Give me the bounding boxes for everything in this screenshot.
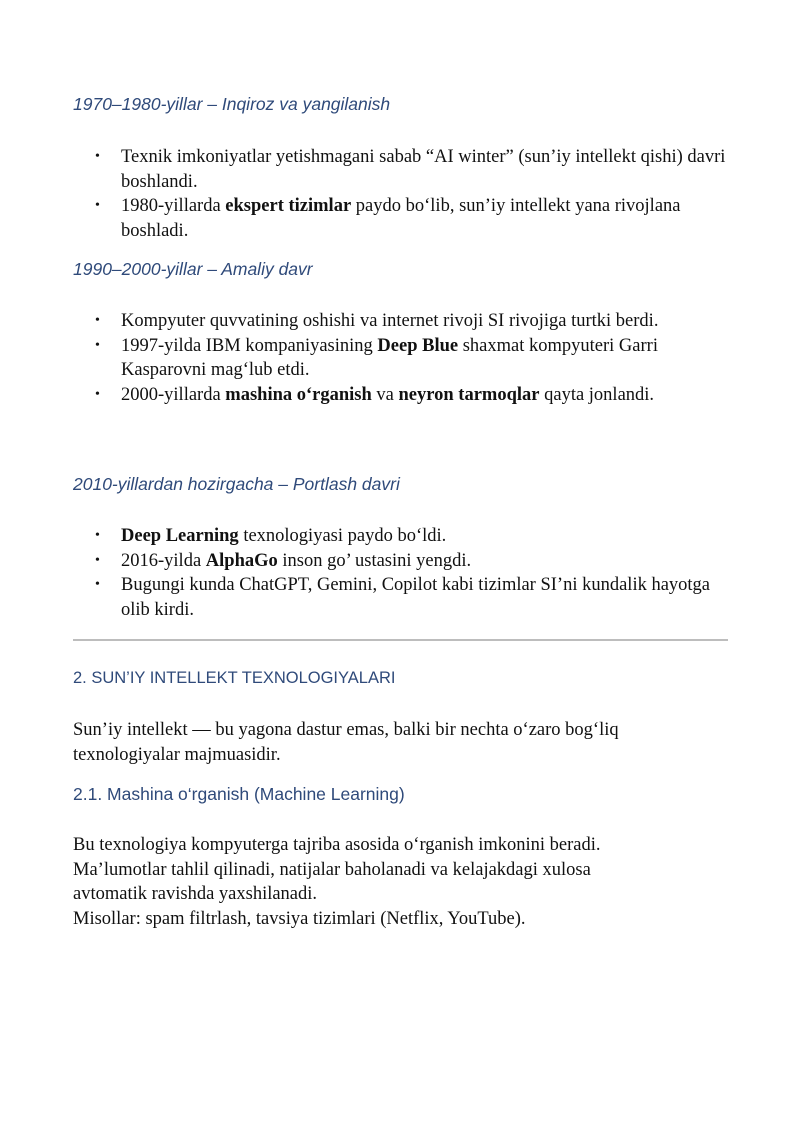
bullet-icon: • bbox=[95, 386, 100, 402]
ml-line-1: Bu texnologiya kompyuterga tajriba asosida o‘rganish imkonini beradi. bbox=[73, 835, 601, 855]
list-item bbox=[95, 334, 735, 383]
ml-line-4: Misollar: spam filtrlash, tavsiya tizimlari (Netflix, YouTube). bbox=[73, 908, 526, 929]
bold-text: ekspert tizimlar bbox=[225, 196, 352, 216]
text-run: 1980-yillarda bbox=[121, 196, 226, 216]
list-item bbox=[95, 549, 735, 574]
list-item bbox=[95, 145, 735, 194]
intro-line-1: Sun’iy intellekt — bu yagona dastur emas, balki bir nechta o‘zaro bog‘liq bbox=[73, 720, 619, 740]
ml-paragraph bbox=[73, 833, 733, 931]
text-run: 1997-yilda IBM kompaniyasining bbox=[121, 335, 378, 356]
text-run: shaxmat kompyuteri Garri Kasparovni mag‘lub etdi. bbox=[121, 335, 658, 380]
list-item bbox=[95, 309, 735, 334]
list-item bbox=[95, 383, 735, 408]
list-item bbox=[95, 573, 735, 622]
text-run: Texnik imkoniyatlar yetishmagani sabab “AI winter” (sun’iy intellekt qishi) davri boshlandi. bbox=[121, 147, 726, 192]
text-run: 2000-yillarda bbox=[121, 384, 226, 405]
bold-text: neyron tarmoqlar bbox=[398, 384, 540, 405]
period-heading-1970-1980: 1970–1980-yillar – Inqiroz va yangilanish bbox=[73, 94, 391, 114]
bullet-list-2010-now bbox=[95, 524, 735, 622]
bold-text: AlphaGo bbox=[205, 550, 278, 571]
text-run: Kompyuter quvvatining oshishi va internet rivoji SI rivojiga turtki berdi. bbox=[121, 311, 659, 331]
intro-paragraph bbox=[73, 718, 733, 767]
ml-line-2: Ma’lumotlar tahlil qilinadi, natijalar baholanadi va kelajakdagi xulosa bbox=[73, 859, 591, 880]
period-heading-1990-2000: 1990–2000-yillar – Amaliy davr bbox=[73, 259, 313, 279]
bullet-icon: • bbox=[95, 198, 100, 213]
text-run: 2016-yilda bbox=[121, 550, 206, 571]
text-run: va bbox=[371, 384, 399, 405]
text-run: qayta jonlandi. bbox=[539, 384, 655, 405]
horizontal-divider bbox=[73, 639, 728, 641]
bold-text: Deep Learning bbox=[121, 526, 239, 546]
bullet-icon: • bbox=[95, 149, 100, 164]
text-run: Bugungi kunda ChatGPT, Gemini, Copilot kabi tizimlar SI’ni kundalik hayotga olib kirdi. bbox=[121, 575, 711, 620]
text-run: texnologiyasi paydo bo‘ldi. bbox=[238, 526, 447, 546]
intro-line-2: texnologiyalar majmuasidir. bbox=[73, 744, 281, 765]
list-item bbox=[95, 524, 735, 549]
bullet-icon: • bbox=[95, 577, 100, 592]
list-item bbox=[95, 194, 735, 243]
bullet-list-1990-2000 bbox=[95, 309, 735, 407]
bullet-icon: • bbox=[95, 337, 100, 353]
bullet-icon: • bbox=[95, 552, 100, 568]
section-heading: 2. SUN’IY INTELLEKT TEXNOLOGIYALARI bbox=[73, 669, 396, 687]
subheading-machine-learning: 2.1. Mashina o‘rganish (Machine Learning) bbox=[73, 784, 405, 804]
text-run: paydo bo‘lib, sun’iy intellekt yana rivojlana boshladi. bbox=[121, 196, 681, 241]
bullet-icon: • bbox=[95, 313, 100, 328]
bullet-icon: • bbox=[95, 528, 100, 543]
bold-text: mashina o‘rganish bbox=[225, 384, 372, 405]
ml-line-3: avtomatik ravishda yaxshilanadi. bbox=[73, 884, 318, 904]
bullet-list-1970-1980 bbox=[95, 145, 735, 243]
text-run: inson go’ ustasini yengdi. bbox=[277, 550, 472, 571]
period-heading-2010-now: 2010-yillardan hozirgacha – Portlash davri bbox=[73, 474, 400, 494]
bold-text: Deep Blue bbox=[377, 335, 459, 356]
